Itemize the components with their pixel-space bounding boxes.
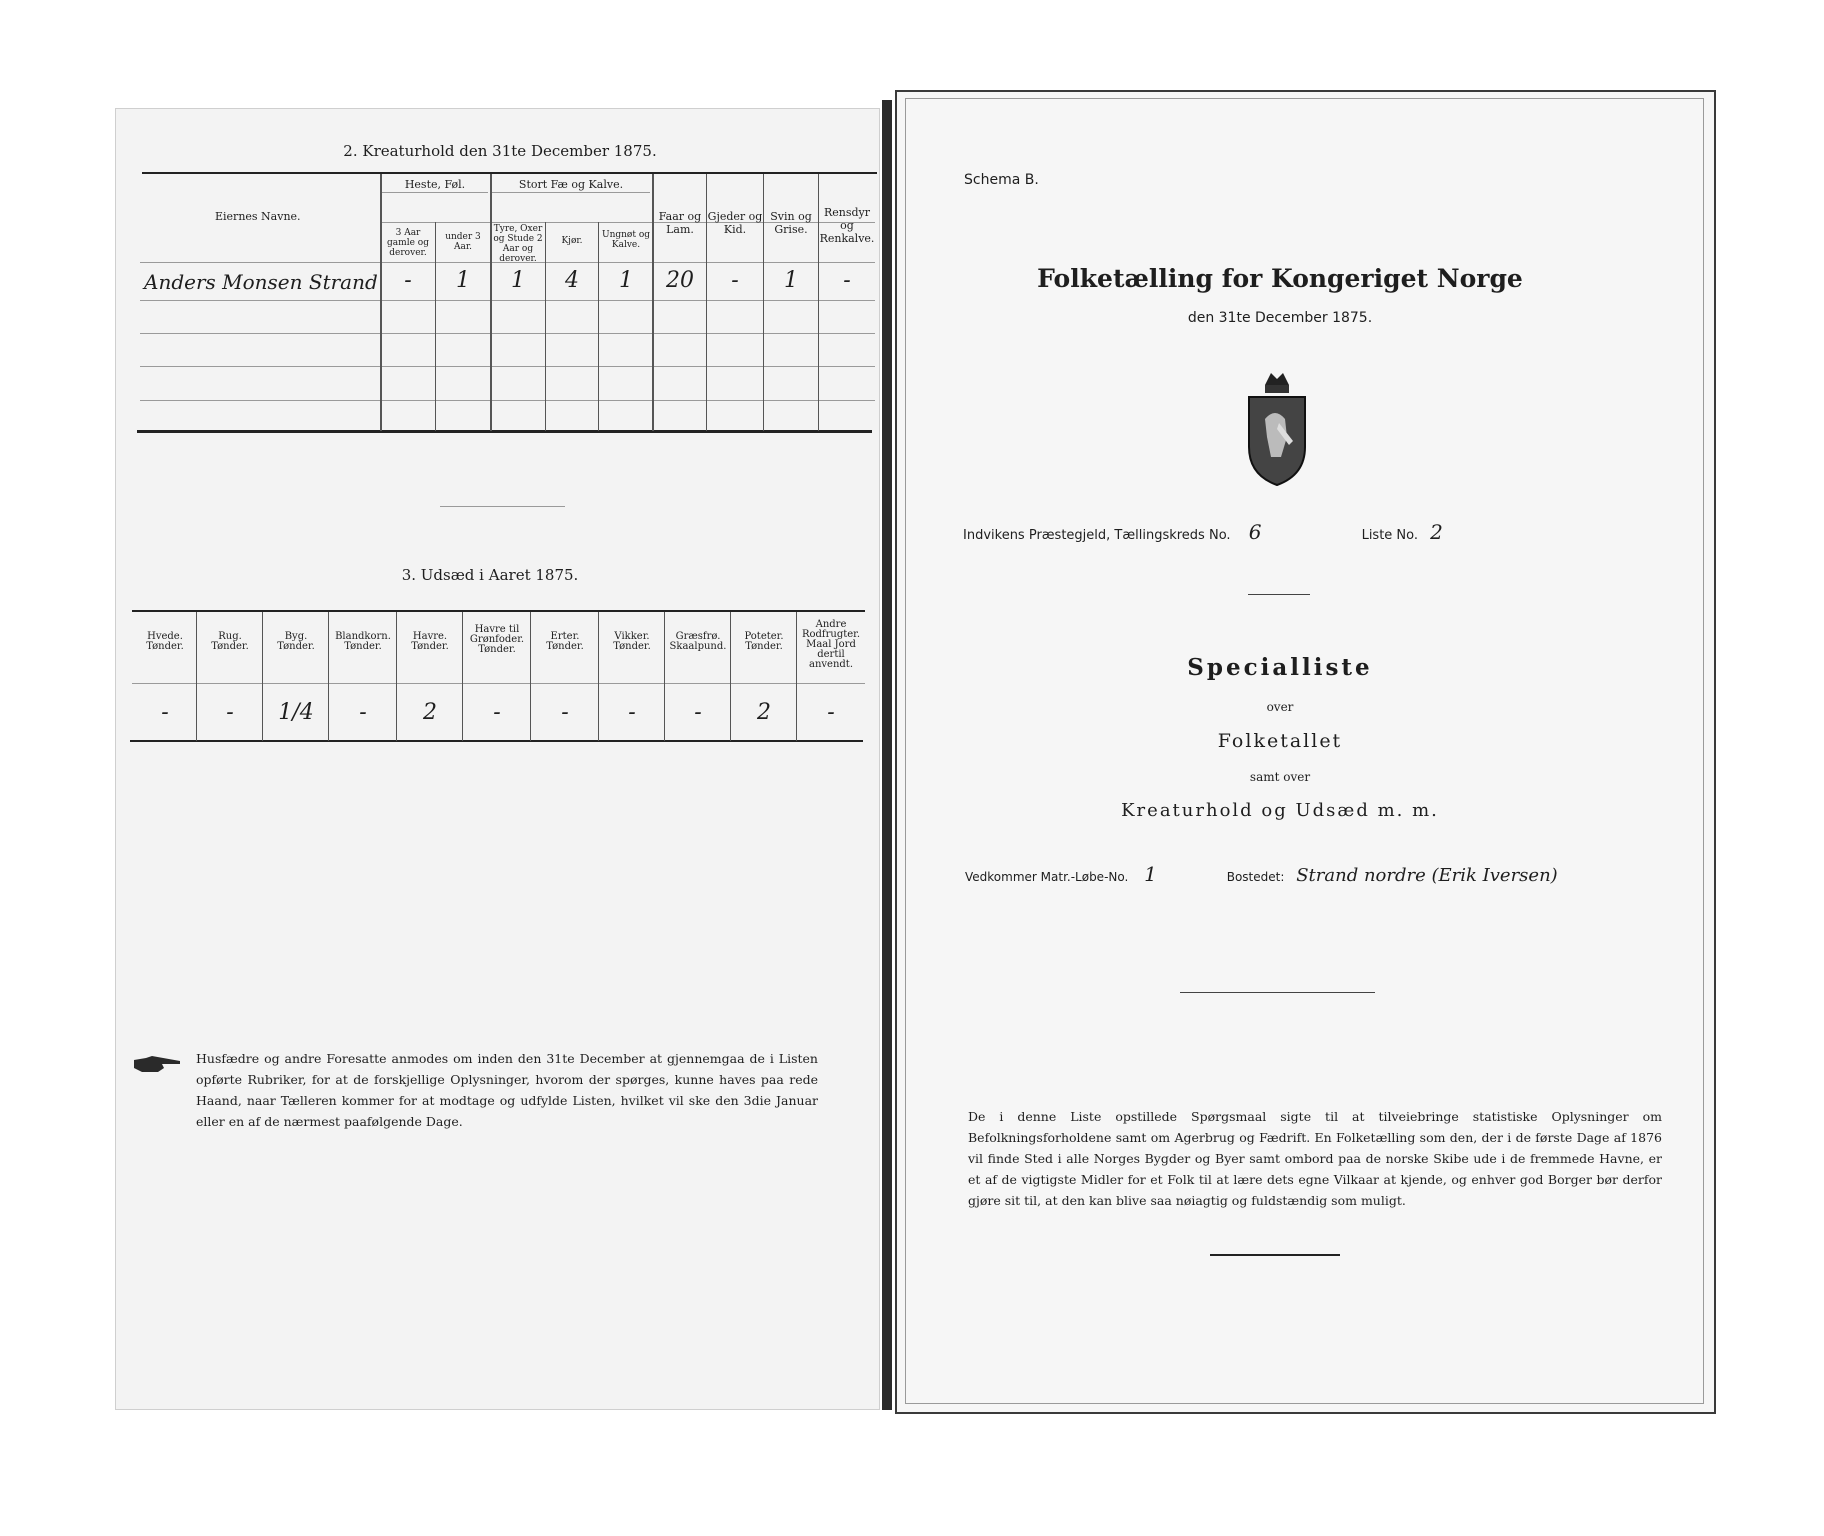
value-gjeder: -: [731, 268, 739, 293]
value-heste-under3: 1: [456, 268, 470, 293]
footnote-text: De i denne Liste opstillede Spørgsmaal sigte til at tilveiebringe statistiske Oplysninger om Befolkningsforholdene samt om Agerbrug og Fædrift. En Folketælling som den, der i de første Dage af 1876 vil finde Sted i alle Norges Bygder og Byer samt ombord paa de norske Skibe ude i de fremmede Havne, er et af de vigtigste Midler for et Folk til at lære dets egne Vilkaar at kjende, og enhver god Borger bør derfor gjøre sit til, at den kan blive saa nøiagtig og fuldstændig som muligt.: [968, 1109, 1662, 1208]
matr-no: 1: [1144, 862, 1157, 886]
end-rule: [1210, 1254, 1340, 1256]
main-title: Folketælling for Kongeriget Norge: [1037, 264, 1523, 293]
prestegjeld-line: Indvikens Præstegjeld, Tællingskreds No. 6 Liste No. 2: [963, 520, 1443, 544]
schema-label: Schema B.: [964, 172, 1039, 188]
col-kjor: Kjør.: [561, 236, 583, 246]
crop-value-havre-gronfoder: -: [493, 700, 501, 725]
notice-text: Husfædre og andre Foresatte anmodes om inden den 31te December at gjennemgaa de i Listen opførte Rubriker, for at de forskjellige Oplysninger, hvorom der spørges, kunne haves paa rede Haand, naar Tælleren kommer for at modtage og udfylde Listen, hvilket vil ske den 3die Januar eller en af de nærmest paafølgende Dage.: [196, 1051, 818, 1129]
crop-value-rug: -: [226, 700, 234, 725]
crop-vikker: Vikker. Tønder.: [613, 631, 651, 652]
group-heste: Heste, Føl.: [404, 178, 466, 191]
section2-title: 2. Kreaturhold den 31te December 1875.: [343, 142, 657, 160]
divider: [440, 506, 565, 507]
table2-top-rule: [142, 172, 877, 174]
matr-line: Vedkommer Matr.-Løbe-No. 1 Bostedet: Strand nordre (Erik Iversen): [965, 862, 1558, 886]
crop-havre-gronfoder: Havre til Grønfoder. Tønder.: [469, 624, 525, 655]
specialliste-heading: Specialliste: [1187, 654, 1373, 681]
crop-value-byg: 1/4: [278, 700, 314, 725]
liste-no: 2: [1430, 520, 1443, 544]
over-text: over: [1266, 700, 1294, 714]
crop-value-havre: 2: [423, 700, 437, 725]
crop-value-poteter: 2: [757, 700, 771, 725]
folketallet-heading: Folketallet: [1217, 730, 1343, 752]
crop-byg: Byg. Tønder.: [277, 631, 315, 652]
crop-poteter: Poteter. Tønder.: [744, 631, 784, 652]
title-divider: [1248, 594, 1310, 595]
samt-over-text: samt over: [1249, 770, 1311, 784]
table3-top-rule: [132, 610, 865, 612]
crop-value-graesfro: -: [694, 700, 702, 725]
main-subtitle: den 31te December 1875.: [1187, 310, 1373, 326]
coat-of-arms-icon: [1241, 367, 1313, 489]
pointing-hand-icon: [132, 1052, 184, 1076]
crop-graesfro: Græsfrø. Skaalpund.: [669, 631, 727, 652]
value-tyre: 1: [511, 268, 525, 293]
col-heste-under3: under 3 Aar.: [445, 232, 481, 252]
book-spine: [882, 100, 892, 1410]
group-stort-fae: Stort Fæ og Kalve.: [518, 178, 624, 191]
crop-erter: Erter. Tønder.: [546, 631, 584, 652]
value-rensdyr: -: [843, 268, 851, 293]
bostedet-value: Strand nordre (Erik Iversen): [1296, 865, 1558, 886]
col-ungnot: Ungnøt og Kalve.: [601, 230, 650, 250]
crop-hvede: Hvede. Tønder.: [146, 631, 184, 652]
value-svin: 1: [784, 268, 798, 293]
crop-value-vikker: -: [628, 700, 636, 725]
crop-havre: Havre. Tønder.: [411, 631, 449, 652]
table2-bottom-rule: [137, 430, 872, 433]
divider-2: [1180, 992, 1375, 993]
crop-value-blandkorn: -: [359, 700, 367, 725]
crop-andre-rodfrugter: Andre Rodfrugter. Maal Jord dertil anvendt.: [801, 619, 861, 670]
left-page: [115, 108, 880, 1410]
col-gjeder: Gjeder og Kid.: [707, 210, 763, 236]
value-faar: 20: [666, 268, 694, 293]
col-tyre: Tyre, Oxer og Stude 2 Aar og derover.: [493, 224, 543, 264]
owner-header: Eiernes Navne.: [215, 210, 301, 223]
col-rensdyr: Rensdyr og Renkalve.: [819, 206, 875, 245]
col-svin: Svin og Grise.: [770, 210, 812, 236]
owner-name: Anders Monsen Strand: [144, 270, 378, 294]
col-heste-3aar: 3 Aar gamle og derover.: [387, 228, 429, 258]
crop-value-hvede: -: [161, 700, 169, 725]
value-kjor: 4: [565, 268, 579, 293]
crop-value-erter: -: [561, 700, 569, 725]
col-faar: Faar og Lam.: [658, 210, 702, 236]
value-heste-3aar: -: [404, 268, 412, 293]
section3-title: 3. Udsæd i Aaret 1875.: [401, 566, 579, 584]
crop-rug: Rug. Tønder.: [211, 631, 249, 652]
tellingskreds-no: 6: [1248, 520, 1262, 544]
value-ungnot: 1: [619, 268, 633, 293]
crop-value-andre-rodfrugter: -: [827, 700, 835, 725]
kreaturhold-heading: Kreaturhold og Udsæd m. m.: [1121, 800, 1439, 821]
crop-blandkorn: Blandkorn. Tønder.: [335, 631, 391, 652]
table3-bottom-rule: [130, 740, 863, 742]
